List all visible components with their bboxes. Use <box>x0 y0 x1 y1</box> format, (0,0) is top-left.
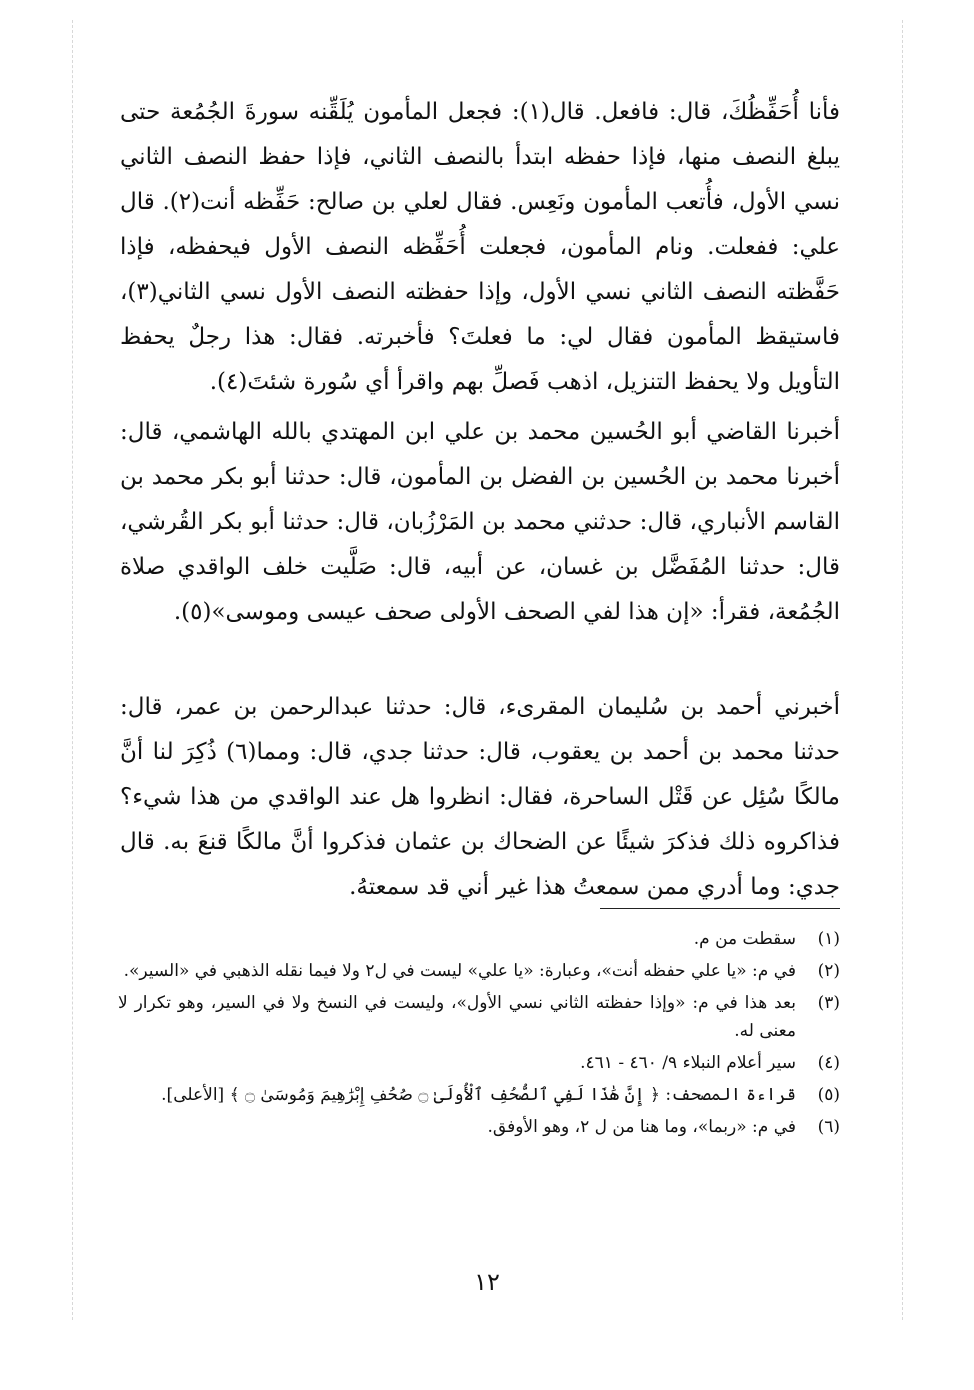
footnote-6 <box>118 1113 840 1141</box>
paragraph-2: أخبرنا القاضي أبو الحُسين محمد بن علي ابن المهتدي بالله الهاشمي، قال: أخبرنا محمد بن الحُسين بن الفضل بن المأمون، قال: حدثنا أبو بكر محمد بن القاسم الأنباري، قال: حدثني محمد بن المَرْزُبان، قال: حدثنا أبو بكر القُرشي، قال: حدثنا المُفَضَّل بن غسان، عن أبيه، قال: صَلَّيت خلف الواقدي صلاة الجُمُعة، فقرأ: «إن هذا لفي الصحف الأولى صحف عيسى وموسى»(٥). <box>120 419 840 625</box>
footnote-3 <box>118 989 840 1045</box>
scan-edge-mark <box>902 20 903 1320</box>
footnote-text: سقطت من م. <box>693 929 796 949</box>
page-number: ١٢ <box>474 1268 500 1296</box>
footnote-text: في م: «يا علي حفظه أنت»، وعبارة: «يا علي» ليست في ل٢ ولا فيما نقله الذهبي في «السير». <box>123 961 796 981</box>
footnote-1 <box>118 925 840 953</box>
footnotes <box>118 925 840 1145</box>
footnote-number: (٦) <box>817 1117 840 1137</box>
footnote-number: (٣) <box>817 993 840 1013</box>
footnote-5 <box>118 1081 840 1109</box>
scan-binding-mark <box>72 20 73 1320</box>
footnote-4 <box>118 1049 840 1077</box>
footnote-text: سير أعلام النبلاء ٩/ ٤٦٠ - ٤٦١. <box>580 1053 796 1073</box>
paragraph-1: فأنا أُحَفِّظُكَ، قال: فافعل. قال(١): فجعل المأمون يُلَقِّنه سورةَ الجُمُعة حتى يبلغ النصف منها، فإذا حفظه ابتدأ بالنصف الثاني، فإذا حفظ النصف الثاني نسي الأول، فأُتعب المأمون ونَعِس. فقال لعلي بن صالح: حَفِّظه أنت(٢). قال علي: ففعلت. ونام المأمون، فجعلت أُحَفِّظه النصف الأول فيحفظه، فإذا حَفَّظته النصف الثاني نسي الأول، وإذا حفظته النصف الأول نسي الثاني(٣)، فاستيقظ المأمون فقال لي: ما فعلتَ؟ فأخبرته. فقال: هذا رجلٌ يحفظ التأويل ولا يحفظ التنزيل، اذهب فَصلِّ بهم واقرأ أي سُورة شئتَ(٤). <box>120 99 840 395</box>
footnote-number: (١) <box>817 929 840 949</box>
footnote-2 <box>118 957 840 985</box>
footnote-number: (٥) <box>817 1085 840 1105</box>
footnote-separator <box>600 908 840 909</box>
footnote-text: بعد هذا في م: «وإذا حفظته الثاني نسي الأول»، وليست في النسخ ولا في السير، وهو تكرار لا معنى له. <box>118 993 796 1041</box>
paragraph-3: أخبرني أحمد بن سُليمان المقرىء، قال: حدثنا عبدالرحمن بن عمر، قال: حدثنا محمد بن أحمد بن يعقوب، قال: حدثنا جدي، قال: ومما(٦) ذُكِرَ لنا أنَّ مالكًا سُئِل عن قَتْل الساحرة، فقال: انظروا هل عند الواقدي من هذا شيء؟ فذاكروه ذلك فذكرَ شيئًا عن الضحاك بن عثمان فذكروا أنَّ مالكًا قنعَ به. قال جدي: وما أدري ممن سمعتُ هذا غير أني قد سمعتهُ. <box>120 694 840 900</box>
footnote-text: قراءة المصحف: ﴿ إِنَّ هَٰذَا لَفِي ٱلصُّحُفِ ٱلْأُولَىٰ ۝ صُحُفِ إِبْرَٰهِيمَ وَمُوسَىٰ ۝ ﴾ [الأعلى]. <box>161 1085 796 1105</box>
footnote-number: (٢) <box>817 961 840 981</box>
footnote-text: في م: «ربما»، وما هنا من ل ٢، وهو الأوفق. <box>487 1117 796 1137</box>
footnote-number: (٤) <box>817 1053 840 1073</box>
